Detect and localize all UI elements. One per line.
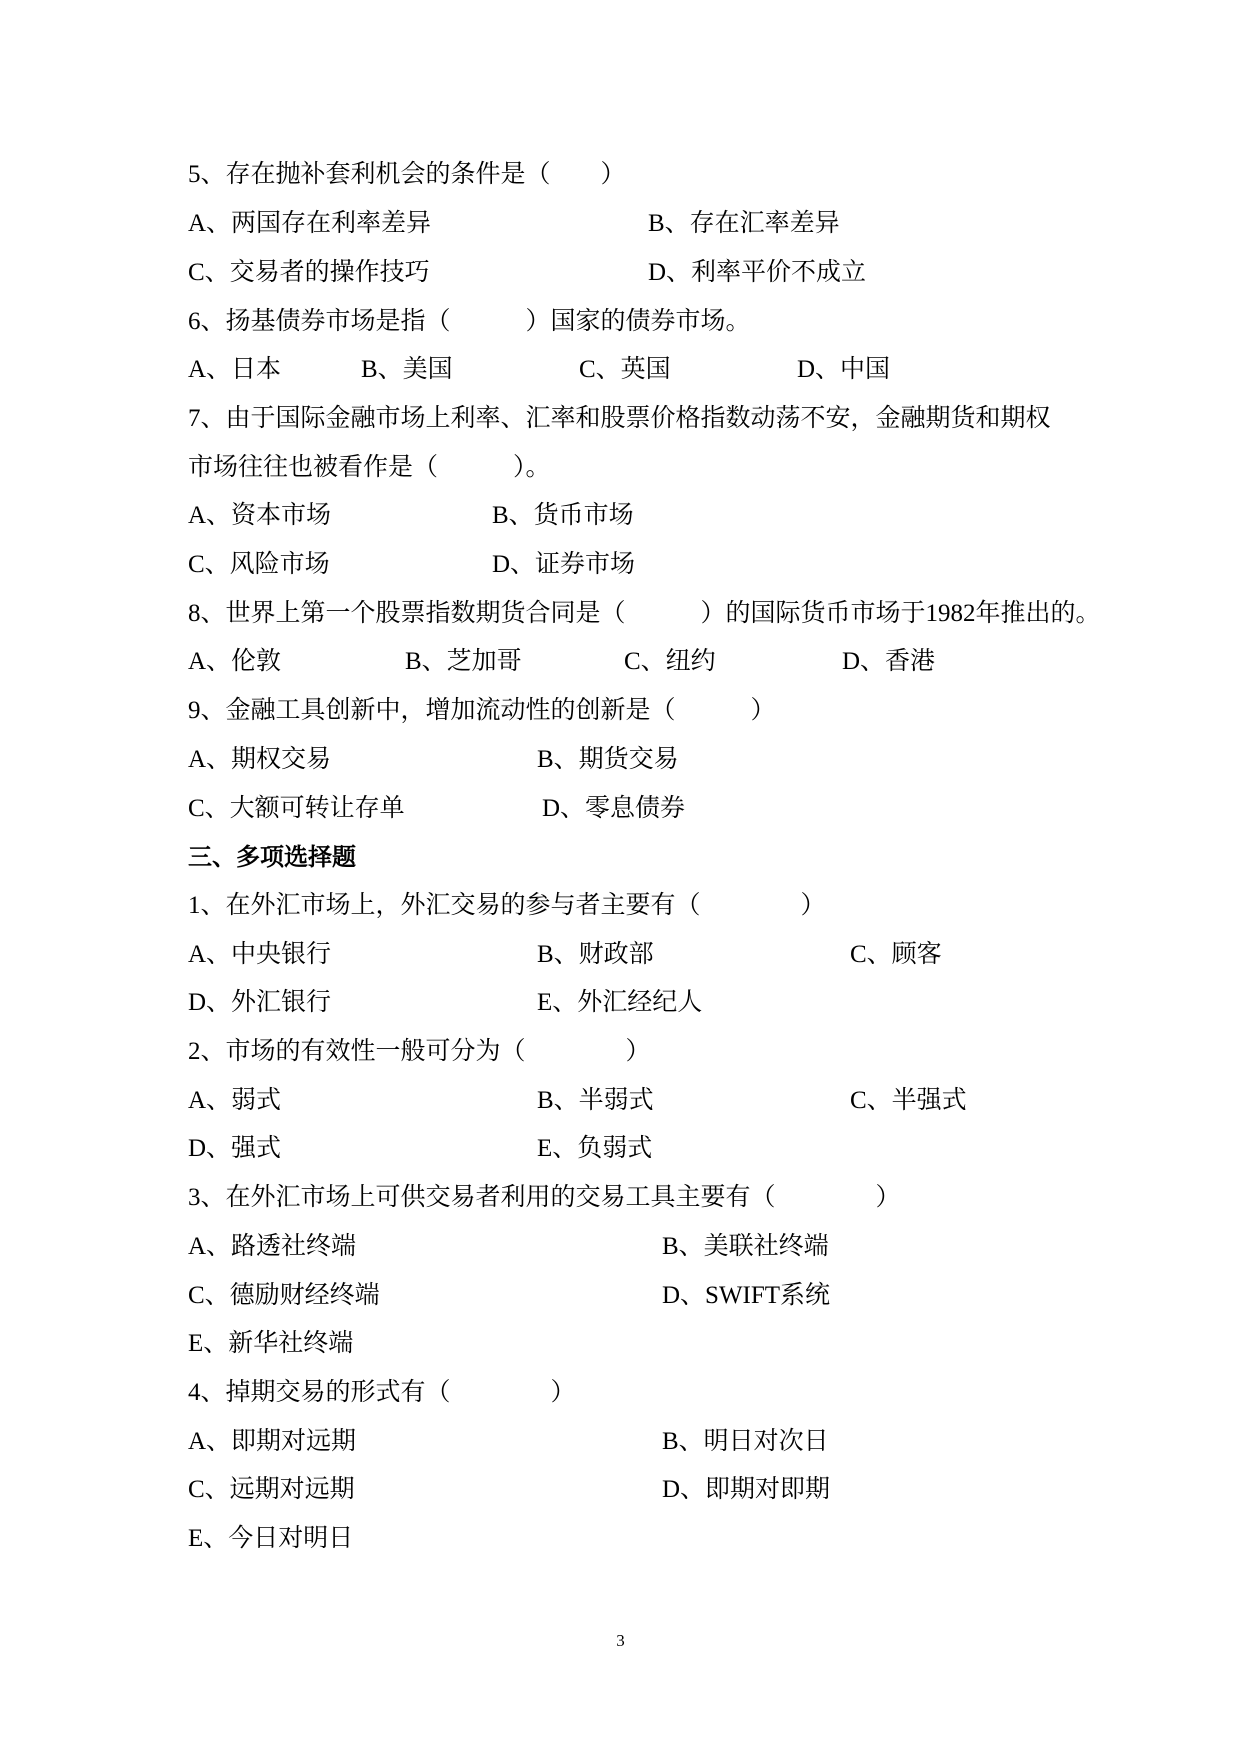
- option-a: A、路透社终端: [188, 1233, 357, 1260]
- option-c: C、纽约: [624, 648, 716, 675]
- question-stem: 3、在外汇市场上可供交易者利用的交易工具主要有（ ）: [188, 1184, 901, 1211]
- option-a: A、弱式: [188, 1087, 282, 1114]
- option-c: C、风险市场: [188, 551, 330, 578]
- option-b: B、财政部: [537, 941, 654, 968]
- option-b: B、货币市场: [492, 502, 634, 529]
- option-a: A、资本市场: [188, 502, 332, 529]
- option-c: C、半强式: [850, 1087, 967, 1114]
- question-stem: 9、金融工具创新中，增加流动性的创新是（ ）: [188, 697, 776, 724]
- option-b: B、明日对次日: [662, 1428, 829, 1455]
- option-b: B、存在汇率差异: [648, 210, 840, 237]
- option-b: B、半弱式: [537, 1087, 654, 1114]
- question-stem: 5、存在抛补套利机会的条件是（ ）: [188, 161, 626, 188]
- option-d: D、SWIFT系统: [662, 1282, 831, 1309]
- option-e: E、新华社终端: [188, 1330, 354, 1357]
- option-c: C、大额可转让存单: [188, 795, 405, 822]
- question-stem: 1、在外汇市场上，外汇交易的参与者主要有（ ）: [188, 892, 826, 919]
- option-c: C、德励财经终端: [188, 1282, 380, 1309]
- option-d: D、强式: [188, 1135, 282, 1162]
- option-e: E、今日对明日: [188, 1525, 354, 1552]
- option-d: D、即期对即期: [662, 1476, 831, 1503]
- question-stem: 8、世界上第一个股票指数期货合同是（ ）的国际货币市场于1982年推出的。: [188, 600, 1101, 627]
- option-a: A、期权交易: [188, 746, 332, 773]
- question-stem: 7、由于国际金融市场上利率、汇率和股票价格指数动荡不安，金融期货和期权: [188, 405, 1051, 432]
- question-stem: 2、市场的有效性一般可分为（ ）: [188, 1038, 651, 1065]
- option-d: D、证券市场: [492, 551, 636, 578]
- option-b: B、芝加哥: [405, 648, 522, 675]
- option-d: D、零息债券: [542, 795, 686, 822]
- option-a: A、伦敦: [188, 648, 282, 675]
- option-d: D、中国: [797, 356, 891, 383]
- question-stem-continued: 市场往往也被看作是（ ）。: [188, 454, 551, 481]
- option-a: A、两国存在利率差异: [188, 210, 432, 237]
- option-a: A、即期对远期: [188, 1428, 357, 1455]
- option-b: B、美国: [361, 356, 453, 383]
- section-heading: 三、多项选择题: [188, 843, 356, 871]
- option-d: D、利率平价不成立: [648, 259, 867, 286]
- question-stem: 6、扬基债券市场是指（ ）国家的债券市场。: [188, 308, 751, 335]
- option-e: E、外汇经纪人: [537, 989, 703, 1016]
- option-b: B、期货交易: [537, 746, 679, 773]
- option-c: C、远期对远期: [188, 1476, 355, 1503]
- option-d: D、香港: [842, 648, 936, 675]
- option-a: A、日本: [188, 356, 282, 383]
- question-stem: 4、掉期交易的形式有（ ）: [188, 1379, 576, 1406]
- option-b: B、美联社终端: [662, 1233, 829, 1260]
- option-a: A、中央银行: [188, 941, 332, 968]
- page-number: 3: [616, 1631, 625, 1650]
- option-d: D、外汇银行: [188, 989, 332, 1016]
- option-e: E、负弱式: [537, 1135, 653, 1162]
- option-c: C、交易者的操作技巧: [188, 259, 430, 286]
- option-c: C、英国: [579, 356, 671, 383]
- option-c: C、顾客: [850, 941, 942, 968]
